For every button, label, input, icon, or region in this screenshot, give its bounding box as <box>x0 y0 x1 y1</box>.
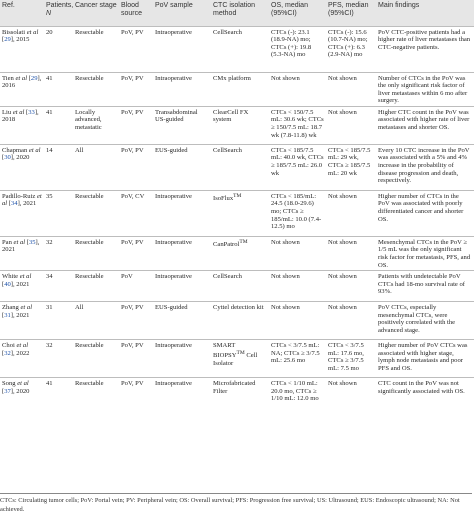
ref-et-al: et al <box>17 380 29 388</box>
pfs-cell: Not shown <box>326 236 376 270</box>
findings-cell: CTC count in the PoV was not significantly associated with OS. <box>376 378 474 416</box>
os-cell: CTCs < 3/7.5 mL: NA; CTCs ≥ 3/7.5 mL: 25.6 mo <box>269 340 326 378</box>
ref-author: Tien <box>2 74 16 82</box>
ref-et-al: et al <box>15 74 28 82</box>
ref-author: Padillo-Ruiz <box>2 192 37 200</box>
ref-et-al: et al <box>16 342 29 350</box>
stage-cell: All <box>73 302 119 340</box>
sample-cell: Intraoperative <box>153 26 211 72</box>
sample-cell: Intraoperative <box>153 271 211 302</box>
patients-cell: 14 <box>44 144 73 190</box>
method-name: ClearCell FX system <box>213 108 249 124</box>
ref-et-al: et al <box>2 192 42 208</box>
method-cell <box>211 236 269 270</box>
findings-cell: Higher CTC count in the PoV was associated with higher rate of liver metastases and shorter OS. <box>376 106 474 144</box>
table-row <box>0 236 474 270</box>
ref-year: ], 2021 <box>10 311 30 319</box>
ref-link[interactable]: 31 <box>4 311 11 319</box>
ref-et-al: et al <box>28 146 41 154</box>
method-cell <box>211 26 269 72</box>
blood-source-cell: PoV <box>119 271 153 302</box>
pfs-cell: Not shown <box>326 190 376 236</box>
ref-link[interactable]: 33 <box>28 108 35 116</box>
stage-cell: Resectable <box>73 271 119 302</box>
sample-cell: Intraoperative <box>153 340 211 378</box>
method-cell <box>211 72 269 106</box>
ref-author: Chapman <box>2 146 29 154</box>
method-suffix: Cell Isolator <box>213 352 258 367</box>
method-trademark: TM <box>239 238 248 245</box>
table-row <box>0 26 474 72</box>
pfs-cell: Not shown <box>326 302 376 340</box>
patients-cell: 31 <box>44 302 73 340</box>
ref-bracket: [ <box>2 387 5 395</box>
ref-year: ], 2015 <box>10 36 30 44</box>
table-row <box>0 271 474 302</box>
ref-year: ], 2021 <box>2 238 40 254</box>
os-cell: CTCs < 185/mL: 24.5 (18.0-29.6) mo; CTCs ≥ 185/mL: 10.0 (7.4-12.5) mo <box>269 190 326 236</box>
findings-cell: Mesenchymal CTCs in the PoV ≥ 1/5 mL was the only significant risk factor for metastasis, PFS, and OS. <box>376 236 474 270</box>
table-footnote: CTCs: Circulating tumor cells; PoV: Portal vein; PV: Peripheral vein; OS: Overall survival; PFS: Progression free survival; US: Ultrasound; EUS: Endoscopic ultrasound; NA: Not achieved. <box>0 493 472 514</box>
sample-cell: EUS-guided <box>153 302 211 340</box>
table-row <box>0 72 474 106</box>
ref-author: Pan <box>2 238 14 246</box>
ref-cell <box>0 190 44 236</box>
stage-cell: Resectable <box>73 236 119 270</box>
findings-cell: Higher number of PoV CTCs was associated with higher stage, lymph node metastasis and poor PFS and OS. <box>376 340 474 378</box>
method-name: Microfabricated Filter <box>213 380 256 395</box>
patients-cell: 35 <box>44 190 73 236</box>
ref-author: White <box>2 273 20 281</box>
header-patients-n: N <box>46 10 52 17</box>
method-cell <box>211 378 269 416</box>
method-name: CellSearch <box>213 146 242 154</box>
pfs-cell: Not shown <box>326 106 376 144</box>
pfs-cell: CTCs < 185/7.5 mL: 29 wk, CTCs ≥ 185/7.5 mL: 20 wk <box>326 144 376 190</box>
stage-cell: Resectable <box>73 26 119 72</box>
table-row <box>0 106 474 144</box>
method-name: CellSearch <box>213 273 242 281</box>
header-patients <box>44 0 73 26</box>
ref-cell <box>0 26 44 72</box>
ref-bracket: [ <box>7 200 11 208</box>
os-cell: CTCs < 185/7.5 mL: 40.0 wk, CTCs ≥ 185/7.5 mL: 26.0 wk <box>269 144 326 190</box>
blood-source-cell: PoV, PV <box>119 144 153 190</box>
os-cell: CTCs < 150/7.5 mL: 30.6 wk; CTCs ≥ 150/7.5 mL: 18.7 wk (7.8-11.8) wk <box>269 106 326 144</box>
os-cell: Not shown <box>269 271 326 302</box>
ref-link[interactable]: 37 <box>4 387 11 395</box>
sample-cell: EUS-guided <box>153 144 211 190</box>
findings-cell: PoV CTCs, especially mesenchymal CTCs, were positively correlated with the advanced stage. <box>376 302 474 340</box>
patients-cell: 41 <box>44 378 73 416</box>
pfs-cell: CTCs < 3/7.5 mL: 17.6 mo, CTCs ≥ 3/7.5 mL: 7.5 mo <box>326 340 376 378</box>
ref-cell <box>0 271 44 302</box>
ref-author: Choi <box>2 342 17 350</box>
header-findings: Main findings <box>376 0 474 26</box>
method-name: SMART BIOPSY <box>213 342 237 360</box>
stage-cell: All <box>73 144 119 190</box>
blood-source-cell: PoV, PV <box>119 106 153 144</box>
header-patients-label: Patients, <box>46 2 74 9</box>
stage-cell: Resectable <box>73 340 119 378</box>
method-cell <box>211 190 269 236</box>
method-trademark: TM <box>236 349 245 356</box>
sample-cell: Transabdominal US-guided <box>153 106 211 144</box>
os-cell: CTCs < 1/10 mL: 20.0 mo, CTCs ≥ 1/10 mL: 12.0 mo <box>269 378 326 416</box>
ref-cell <box>0 378 44 416</box>
method-cell <box>211 144 269 190</box>
ref-bracket: [ <box>2 154 5 162</box>
sample-cell: Intraoperative <box>153 190 211 236</box>
ref-author: Zhang <box>2 304 21 312</box>
ref-year: ], 2018 <box>2 108 39 124</box>
ref-link[interactable]: 30 <box>4 154 11 162</box>
ref-et-al: et al <box>26 28 39 36</box>
ref-link[interactable]: 32 <box>4 349 11 357</box>
header-blood: Blood source <box>119 0 153 26</box>
header-ref: Ref. <box>0 0 44 26</box>
sample-cell: Intraoperative <box>153 72 211 106</box>
patients-cell: 41 <box>44 106 73 144</box>
table-row <box>0 302 474 340</box>
header-method: CTC isolation method <box>211 0 269 26</box>
ref-et-al: et al <box>19 273 32 281</box>
ref-bracket: [ <box>2 349 5 357</box>
sample-cell: Intraoperative <box>153 236 211 270</box>
table-row <box>0 190 474 236</box>
ref-year: ], 2020 <box>10 387 30 395</box>
findings-cell: PoV CTC-positive patients had a higher rate of liver metastases than CTC-negative patients. <box>376 26 474 72</box>
method-name: CMx platform <box>213 74 251 82</box>
header-os: OS, median (95%CI) <box>269 0 326 26</box>
table-row <box>0 378 474 416</box>
stage-cell: Resectable <box>73 72 119 106</box>
sample-cell: Intraoperative <box>153 378 211 416</box>
blood-source-cell: PoV, PV <box>119 378 153 416</box>
ref-link[interactable]: 34 <box>11 200 18 208</box>
method-name: CanPatrol <box>213 241 240 249</box>
patients-cell: 32 <box>44 340 73 378</box>
ref-et-al: et al <box>20 304 33 312</box>
os-cell: Not shown <box>269 236 326 270</box>
table-header <box>0 0 474 26</box>
stage-cell: Resectable <box>73 378 119 416</box>
header-stage: Cancer stage <box>73 0 119 26</box>
method-cell <box>211 340 269 378</box>
ref-bracket: [ <box>2 280 5 288</box>
patients-cell: 20 <box>44 26 73 72</box>
header-sample: PoV sample <box>153 0 211 26</box>
ref-cell <box>0 144 44 190</box>
blood-source-cell: PoV, PV <box>119 72 153 106</box>
os-cell: Not shown <box>269 302 326 340</box>
ref-year: ], 2021 <box>17 200 37 208</box>
table-row <box>0 340 474 378</box>
ref-bracket: [ <box>27 74 31 82</box>
blood-source-cell: PoV, PV <box>119 302 153 340</box>
method-cell <box>211 302 269 340</box>
pfs-cell: Not shown <box>326 378 376 416</box>
ref-year: ], 2016 <box>2 74 42 90</box>
ref-year: ], 2022 <box>10 349 30 357</box>
method-name: IsoFlux <box>213 195 234 203</box>
ref-bracket: [ <box>2 36 5 44</box>
findings-cell: Patients with undetectable PoV CTCs had 18-mo survival rate of 93%. <box>376 271 474 302</box>
ref-year: ], 2021 <box>10 280 30 288</box>
ref-cell <box>0 302 44 340</box>
pfs-cell: CTCs (-): 15.6 (10.7-NA) mo; CTCs (+): 6.3 (2.9-NA) mo <box>326 26 376 72</box>
method-trademark: TM <box>233 192 242 199</box>
pfs-cell: Not shown <box>326 271 376 302</box>
patients-cell: 41 <box>44 72 73 106</box>
method-name: CellSearch <box>213 28 242 36</box>
header-pfs: PFS, median (95%CI) <box>326 0 376 26</box>
findings-cell: Number of CTCs in the PoV was the only significant risk factor of liver metastases within 6 mo after surgery. <box>376 72 474 106</box>
stage-cell: Resectable <box>73 190 119 236</box>
ref-link[interactable]: 40 <box>4 280 11 288</box>
method-cell <box>211 106 269 144</box>
findings-cell: Every 10 CTC increase in the PoV was associated with a 5% and 4% increase in the probability of disease progression and death, respectively. <box>376 144 474 190</box>
ref-author: Bissolati <box>2 28 27 36</box>
blood-source-cell: PoV, PV <box>119 340 153 378</box>
ref-author: Liu <box>2 108 13 116</box>
ref-bracket: [ <box>25 238 29 246</box>
ref-et-al: et al <box>12 108 25 116</box>
method-name: Cyttel detection kit <box>213 304 264 312</box>
findings-cell: Higher number of CTCs in the PoV was associated with poorly differentiated cancer and shorter OS. <box>376 190 474 236</box>
ref-cell <box>0 106 44 144</box>
ref-cell <box>0 340 44 378</box>
ref-link[interactable]: 35 <box>28 238 36 246</box>
ref-cell <box>0 236 44 270</box>
blood-source-cell: PoV, CV <box>119 190 153 236</box>
ref-et-al: et al <box>13 238 26 246</box>
table-row <box>0 144 474 190</box>
blood-source-cell: PoV, PV <box>119 26 153 72</box>
patients-cell: 32 <box>44 236 73 270</box>
os-cell: Not shown <box>269 72 326 106</box>
method-cell <box>211 271 269 302</box>
ref-cell <box>0 72 44 106</box>
table-body <box>0 26 474 416</box>
ref-link[interactable]: 29 <box>4 36 11 44</box>
ref-year: ], 2020 <box>10 154 30 162</box>
pfs-cell: Not shown <box>326 72 376 106</box>
ref-link[interactable]: 29 <box>30 74 38 82</box>
os-cell: CTCs (-): 23.1 (18.9-NA) mo; CTCs (+): 19.8 (5.3-NA) mo <box>269 26 326 72</box>
patients-cell: 34 <box>44 271 73 302</box>
ref-bracket: [ <box>24 108 29 116</box>
ref-bracket: [ <box>2 311 5 319</box>
blood-source-cell: PoV, PV <box>119 236 153 270</box>
ref-author: Song <box>2 380 18 388</box>
stage-cell: Locally advanced, metastatic <box>73 106 119 144</box>
